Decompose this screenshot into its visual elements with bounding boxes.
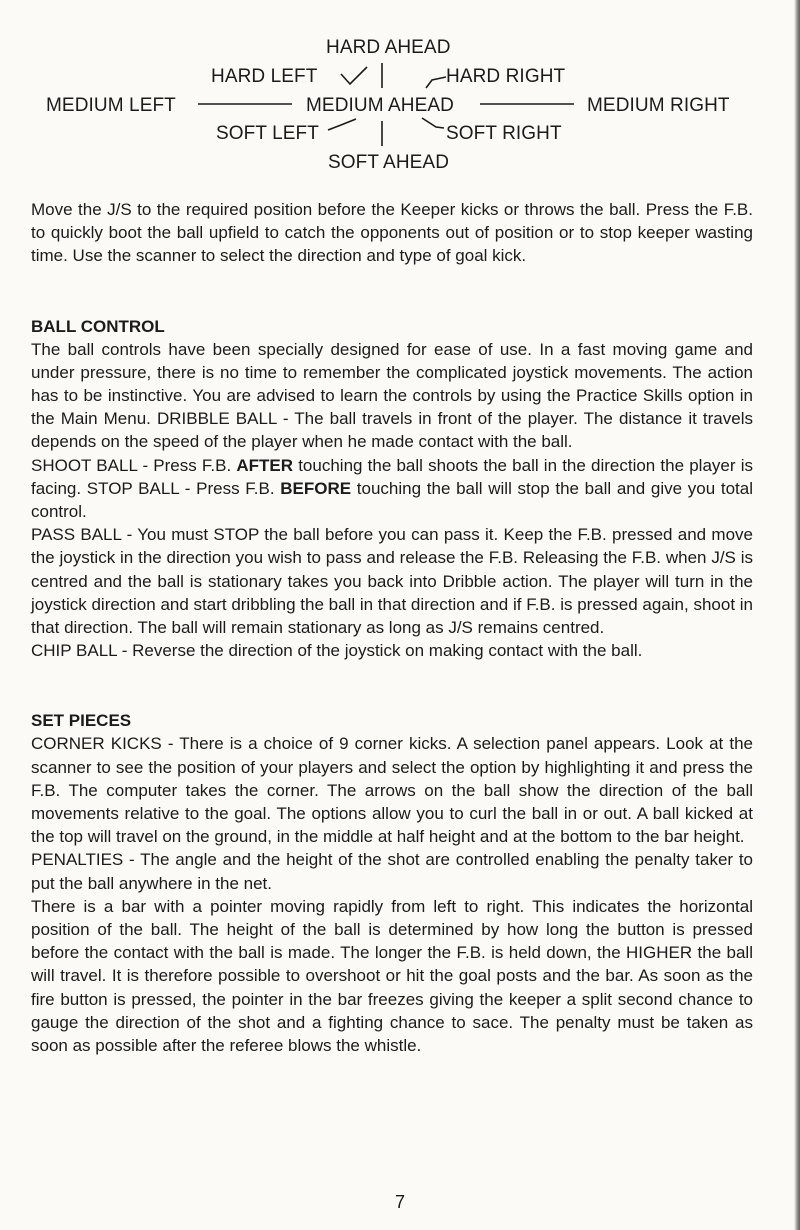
manual-text xyxy=(31,198,753,1057)
ball-control-paragraph: The ball controls have been specially designed for ease of use. In a fast moving game and under pressure, there is no time to remember the complicated joystick movements. The action has to be instinctive. You are advised to learn the controls by using the Practice Skills option in the Main Menu. DRIBBLE BALL - The ball travels in front of the player. The distance it travels depends on the speed of the player when he made contact with the ball. xyxy=(31,339,753,452)
shoot-text-c: touching the ball shoots the ball in the direction the player is facing. STOP BALL - Press F.B. xyxy=(31,455,753,498)
label-hard-ahead: HARD AHEAD xyxy=(326,37,451,58)
label-medium-left: MEDIUM LEFT xyxy=(46,95,176,116)
shoot-emphasis-after: AFTER xyxy=(236,455,294,475)
chip-paragraph: CHIP BALL - Reverse the direction of the joystick on making contact with the ball. xyxy=(31,641,643,661)
label-medium-right: MEDIUM RIGHT xyxy=(587,95,730,116)
joystick-direction-diagram xyxy=(0,0,800,200)
intro-paragraph: Move the J/S to the required position before the Keeper kicks or throws the ball. Press the F.B. to quickly boot the ball upfield to catch the opponents out of position or to stop keeper wasting time. Use the scanner to select the direction and type of goal kick. xyxy=(31,200,753,266)
penalties-paragraph: PENALTIES - The angle and the height of the shot are controlled enabling the penalty taker to put the ball anywhere in the net. xyxy=(31,850,753,893)
line-soft-right xyxy=(422,118,444,128)
label-soft-right: SOFT RIGHT xyxy=(446,123,562,144)
shoot-text-a: SHOOT BALL - Press F.B. xyxy=(31,455,237,475)
ball-control-heading: BALL CONTROL xyxy=(31,316,165,336)
penalty-bar-paragraph: There is a bar with a pointer moving rapidly from left to right. This indicates the horizontal position of the ball. The height of the ball is determined by how long the button is pressed before the contact with the ball is made. The longer the F.B. is held down, the HIGHER the ball will travel. It is therefore possible to overshoot or hit the goal posts and the bar. As soon as the fire button is pressed, the pointer in the bar freezes giving the keeper a split second chance to gauge the direction of the shot and a fighting chance to sace. The penalty must be taken as soon as possible after the referee blows the whistle. xyxy=(31,896,753,1056)
set-pieces-heading: SET PIECES xyxy=(31,711,132,731)
label-medium-ahead: MEDIUM AHEAD xyxy=(306,95,454,116)
pass-paragraph: PASS BALL - You must STOP the ball before you can pass it. Keep the F.B. pressed and move the joystick in the direction you wish to pass and release the F.B. Releasing the F.B. when J/S is centred and the ball is stationary takes you back into Dribble action. The player will turn in the joystick direction and start dribbling the ball in that direction and if F.B. is pressed again, shoot in that direction. The ball will remain stationary as long as J/S remains centred. xyxy=(31,525,753,638)
shoot-stop-paragraph xyxy=(31,454,753,524)
line-hard-right xyxy=(426,77,446,88)
stop-emphasis-before: BEFORE xyxy=(280,478,352,498)
label-soft-left: SOFT LEFT xyxy=(216,123,319,144)
line-hard-left xyxy=(341,67,367,84)
page-number: 7 xyxy=(394,1192,405,1212)
label-hard-left: HARD LEFT xyxy=(211,66,318,87)
label-soft-ahead: SOFT AHEAD xyxy=(328,152,450,173)
label-hard-right: HARD RIGHT xyxy=(446,66,566,87)
line-soft-left xyxy=(328,119,356,130)
corner-kicks-paragraph: CORNER KICKS - There is a choice of 9 corner kicks. A selection panel appears. Look at the scanner to see the position of your players and select the option by highlighting it and press the F.B. The computer takes the corner. The arrows on the ball show the direction of the ball movements relative to the goal. The options allow you to curl the ball in or out. A ball kicked at the top will travel on the ground, in the middle at half height and at the bottom to the bar height. xyxy=(31,734,753,847)
shoot-text-e: touching the ball will stop the ball and give you total control. xyxy=(31,478,753,522)
